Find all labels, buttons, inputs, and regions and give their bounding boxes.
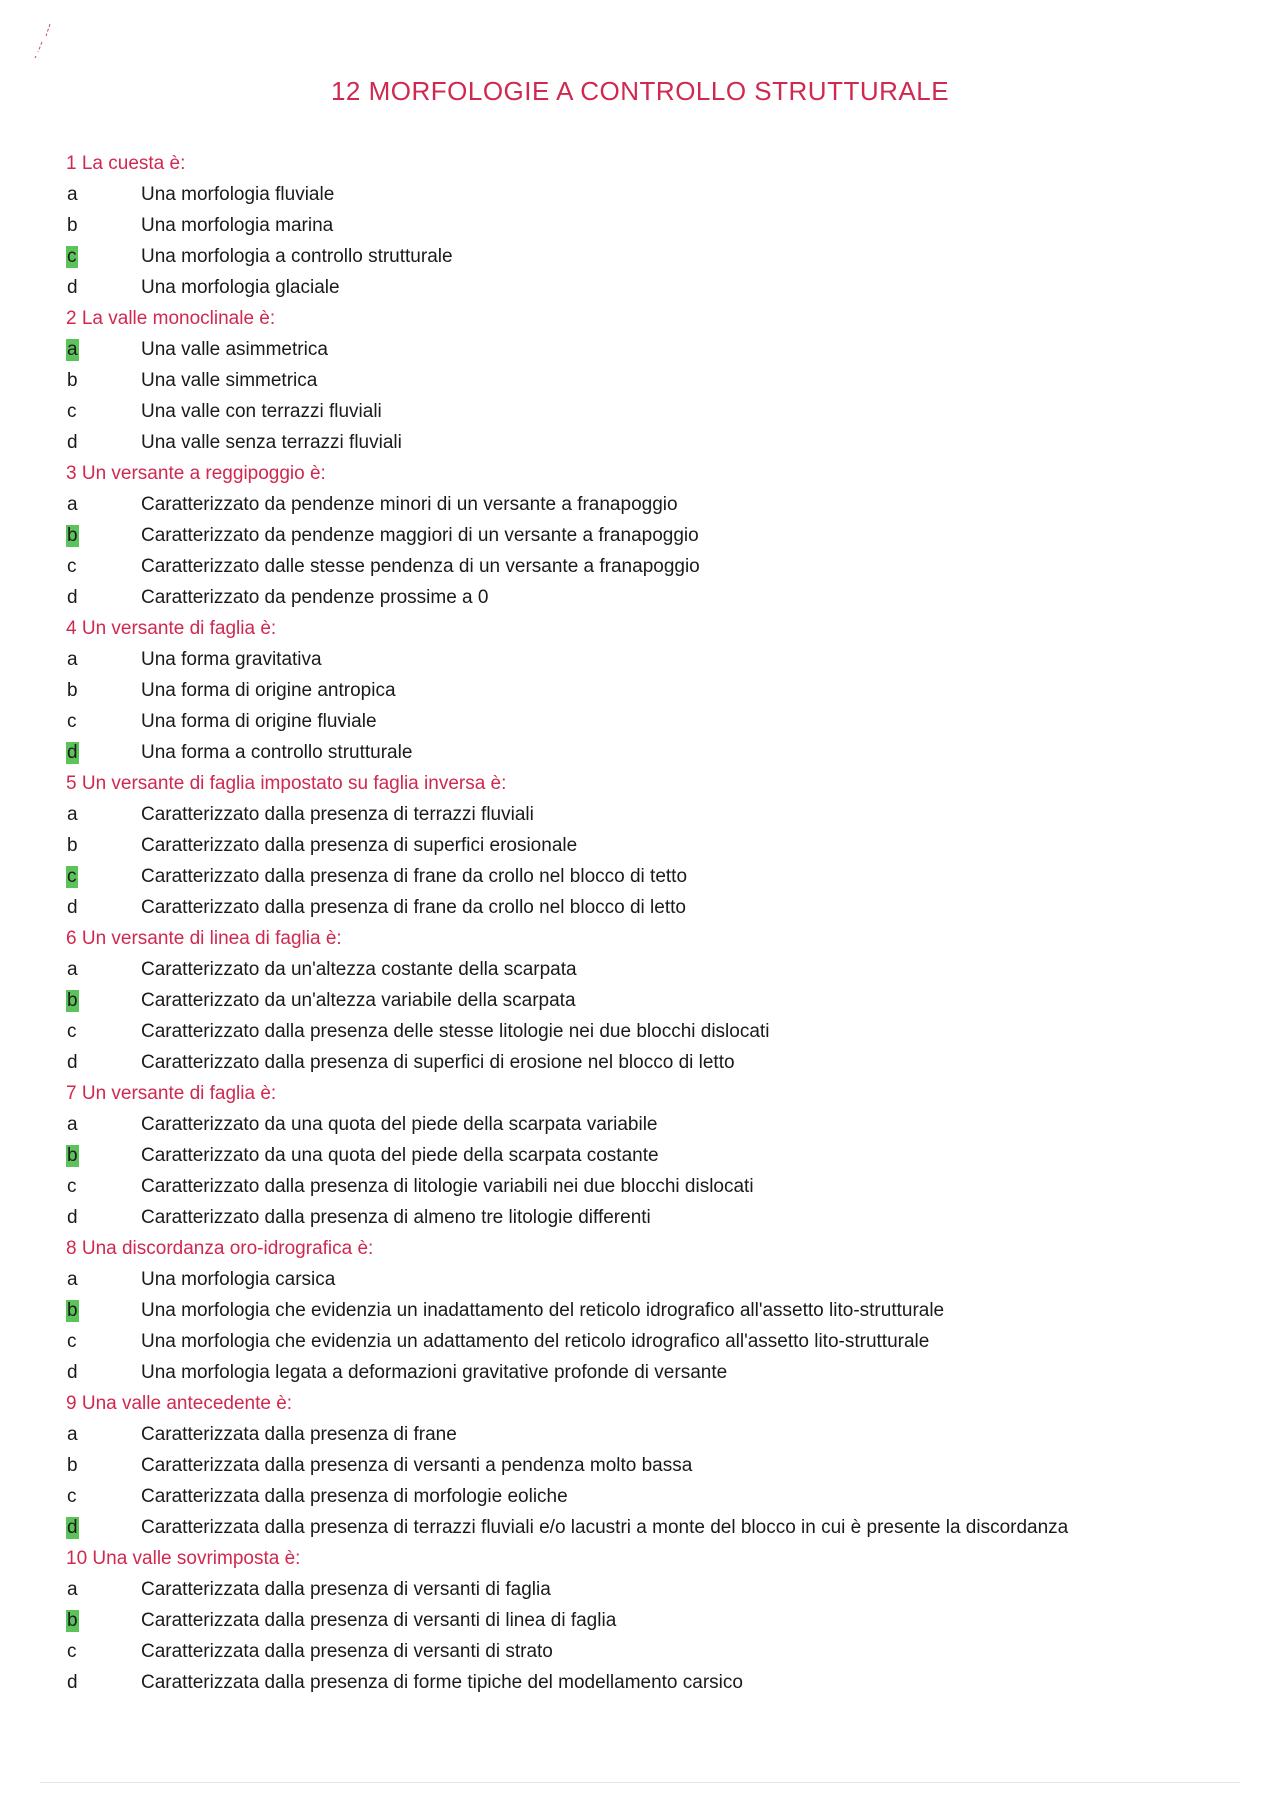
option-letter-label: a <box>67 1269 78 1290</box>
correct-answer-letter <box>66 520 141 551</box>
option-letter <box>66 1171 141 1202</box>
question-block <box>66 1543 1256 1698</box>
option-text: Caratterizzato da pendenze maggiori di un versante a franapoggio <box>141 525 699 546</box>
answer-option <box>66 1419 1256 1450</box>
option-letter-label: b <box>67 1300 78 1321</box>
option-letter <box>66 799 141 830</box>
answer-option <box>66 365 1256 396</box>
answer-option <box>66 334 1256 365</box>
question-block <box>66 458 1256 613</box>
answer-option <box>66 1357 1256 1388</box>
option-letter-label: d <box>67 742 78 763</box>
option-letter-label: d <box>67 1672 78 1693</box>
answer-option <box>66 241 1256 272</box>
answer-option <box>66 1264 1256 1295</box>
option-letter-label: d <box>67 1517 78 1538</box>
answer-option <box>66 179 1256 210</box>
answer-option <box>66 830 1256 861</box>
option-letter <box>66 954 141 985</box>
answer-option <box>66 396 1256 427</box>
option-text: Caratterizzato dalla presenza di frane da crollo nel blocco di letto <box>141 897 686 918</box>
option-letter-label: c <box>67 1176 77 1197</box>
option-text: Una morfologia che evidenzia un adattamento del reticolo idrografico all'assetto lito-strutturale <box>141 1331 930 1352</box>
option-text: Caratterizzata dalla presenza di versanti di linea di faglia <box>141 1610 617 1631</box>
answer-option <box>66 892 1256 923</box>
option-letter <box>66 427 141 458</box>
option-text: Caratterizzata dalla presenza di morfologie eoliche <box>141 1486 568 1507</box>
option-letter <box>66 675 141 706</box>
answer-option <box>66 799 1256 830</box>
answer-option <box>66 551 1256 582</box>
option-text: Una morfologia fluviale <box>141 184 335 205</box>
option-text: Caratterizzato dalla presenza di terrazzi fluviali <box>141 804 534 825</box>
question-block <box>66 303 1256 458</box>
option-letter <box>66 1419 141 1450</box>
question-block <box>66 923 1256 1078</box>
option-letter-label: d <box>67 587 78 608</box>
option-text: Una valle asimmetrica <box>141 339 328 360</box>
option-text: Una morfologia a controllo strutturale <box>141 246 453 267</box>
option-letter-label: a <box>67 1114 78 1135</box>
answer-option <box>66 1202 1256 1233</box>
option-letter-label: a <box>67 1579 78 1600</box>
option-letter-label: b <box>67 215 78 236</box>
option-letter <box>66 179 141 210</box>
option-letter-label: d <box>67 1362 78 1383</box>
answer-option <box>66 272 1256 303</box>
answer-option <box>66 644 1256 675</box>
answer-option <box>66 675 1256 706</box>
answer-option <box>66 1605 1256 1636</box>
option-letter <box>66 489 141 520</box>
option-letter <box>66 1667 141 1698</box>
option-letter <box>66 272 141 303</box>
answer-option <box>66 1481 1256 1512</box>
correct-answer-letter <box>66 861 141 892</box>
correct-answer-letter <box>66 334 141 365</box>
option-letter-label: c <box>67 1021 77 1042</box>
option-letter <box>66 644 141 675</box>
quiz-list <box>66 148 1256 1698</box>
answer-option <box>66 1450 1256 1481</box>
answer-option <box>66 985 1256 1016</box>
option-letter <box>66 582 141 613</box>
option-letter <box>66 1357 141 1388</box>
option-text: Caratterizzato dalla presenza di almeno tre litologie differenti <box>141 1207 651 1228</box>
option-letter-label: d <box>67 432 78 453</box>
option-letter-label: b <box>67 1610 78 1631</box>
option-text: Una forma gravitativa <box>141 649 322 670</box>
option-letter-label: d <box>67 897 78 918</box>
option-letter-label: a <box>67 339 78 360</box>
option-letter <box>66 1326 141 1357</box>
answer-option <box>66 582 1256 613</box>
option-text: Caratterizzato da un'altezza variabile della scarpata <box>141 990 576 1011</box>
option-letter <box>66 1202 141 1233</box>
option-letter-label: d <box>67 1052 78 1073</box>
answer-option <box>66 520 1256 551</box>
question-block <box>66 1388 1256 1543</box>
question-text: 6 Un versante di linea di faglia è: <box>66 928 342 949</box>
option-letter <box>66 1047 141 1078</box>
answer-option <box>66 427 1256 458</box>
answer-option <box>66 1636 1256 1667</box>
answer-option <box>66 737 1256 768</box>
option-text: Caratterizzato dalla presenza di frane da crollo nel blocco di tetto <box>141 866 688 887</box>
correct-answer-letter <box>66 1140 141 1171</box>
question-text: 10 Una valle sovrimposta è: <box>66 1548 301 1569</box>
answer-option <box>66 489 1256 520</box>
option-letter-label: a <box>67 1424 78 1445</box>
option-letter-label: b <box>67 990 78 1011</box>
option-text: Caratterizzato dalla presenza di superfici di erosione nel blocco di letto <box>141 1052 735 1073</box>
correct-answer-letter <box>66 737 141 768</box>
option-text: Caratterizzata dalla presenza di forme tipiche del modellamento carsico <box>141 1672 743 1693</box>
page-bottom-rule <box>40 1782 1240 1783</box>
answer-option <box>66 954 1256 985</box>
option-text: Una valle senza terrazzi fluviali <box>141 432 402 453</box>
option-letter-label: c <box>67 246 77 267</box>
option-letter-label: b <box>67 835 78 856</box>
option-text: Caratterizzata dalla presenza di frane <box>141 1424 457 1445</box>
question-block <box>66 768 1256 923</box>
option-letter-label: c <box>67 866 77 887</box>
option-letter-label: c <box>67 711 77 732</box>
question-text: 3 Un versante a reggipoggio è: <box>66 463 326 484</box>
answer-option <box>66 1326 1256 1357</box>
question-text: 9 Una valle antecedente è: <box>66 1393 293 1414</box>
option-text: Una morfologia carsica <box>141 1269 336 1290</box>
option-text: Una morfologia che evidenzia un inadattamento del reticolo idrografico all'assetto lito-strutturale <box>141 1300 945 1321</box>
option-text: Una forma di origine antropica <box>141 680 396 701</box>
option-text: Caratterizzata dalla presenza di versanti di strato <box>141 1641 553 1662</box>
option-letter <box>66 1574 141 1605</box>
option-letter <box>66 365 141 396</box>
pen-mark-icon <box>28 20 58 60</box>
option-letter <box>66 1450 141 1481</box>
question-text: 5 Un versante di faglia impostato su faglia inversa è: <box>66 773 507 794</box>
option-letter <box>66 551 141 582</box>
question-text: 2 La valle monoclinale è: <box>66 308 276 329</box>
option-text: Una valle simmetrica <box>141 370 318 391</box>
question-block <box>66 1078 1256 1233</box>
question-block <box>66 613 1256 768</box>
option-letter <box>66 1109 141 1140</box>
option-letter-label: c <box>67 1331 77 1352</box>
option-text: Caratterizzato da una quota del piede della scarpata costante <box>141 1145 659 1166</box>
option-letter-label: d <box>67 277 78 298</box>
page-title: 12 MORFOLOGIE A CONTROLLO STRUTTURALE <box>330 76 950 106</box>
option-letter-label: a <box>67 494 78 515</box>
option-text: Caratterizzata dalla presenza di terrazzi fluviali e/o lacustri a monte del blocco in cui è presente la discordanza <box>141 1517 1069 1538</box>
option-text: Caratterizzato da una quota del piede della scarpata variabile <box>141 1114 658 1135</box>
option-text: Una morfologia legata a deformazioni gravitative profonde di versante <box>141 1362 728 1383</box>
option-text: Una forma di origine fluviale <box>141 711 377 732</box>
correct-answer-letter <box>66 1512 141 1543</box>
option-letter <box>66 892 141 923</box>
option-text: Caratterizzato dalla presenza delle stesse litologie nei due blocchi dislocati <box>141 1021 770 1042</box>
option-text: Caratterizzato dalla presenza di superfici erosionale <box>141 835 578 856</box>
option-text: Caratterizzata dalla presenza di versanti a pendenza molto bassa <box>141 1455 693 1476</box>
option-text: Caratterizzato da un'altezza costante della scarpata <box>141 959 577 980</box>
option-letter-label: b <box>67 1145 78 1166</box>
option-letter-label: b <box>67 1455 78 1476</box>
option-text: Una valle con terrazzi fluviali <box>141 401 382 422</box>
question-block <box>66 1233 1256 1388</box>
option-letter-label: c <box>67 1486 77 1507</box>
option-letter <box>66 706 141 737</box>
answer-option <box>66 1047 1256 1078</box>
answer-option <box>66 861 1256 892</box>
correct-answer-letter <box>66 1605 141 1636</box>
question-text: 1 La cuesta è: <box>66 153 186 174</box>
option-letter <box>66 1636 141 1667</box>
answer-option <box>66 1171 1256 1202</box>
option-letter-label: b <box>67 525 78 546</box>
answer-option <box>66 706 1256 737</box>
option-letter <box>66 210 141 241</box>
question-text: 4 Un versante di faglia è: <box>66 618 277 639</box>
answer-option <box>66 1295 1256 1326</box>
option-letter <box>66 396 141 427</box>
option-letter-label: c <box>67 401 77 422</box>
answer-option <box>66 1512 1256 1543</box>
correct-answer-letter <box>66 1295 141 1326</box>
option-letter-label: b <box>67 680 78 701</box>
option-text: Caratterizzato dalla presenza di litologie variabili nei due blocchi dislocati <box>141 1176 754 1197</box>
answer-option <box>66 1016 1256 1047</box>
option-letter-label: a <box>67 649 78 670</box>
answer-option <box>66 1574 1256 1605</box>
correct-answer-letter <box>66 985 141 1016</box>
answer-option <box>66 1140 1256 1171</box>
option-letter <box>66 1016 141 1047</box>
option-letter-label: c <box>67 1641 77 1662</box>
option-letter <box>66 1264 141 1295</box>
option-text: Una morfologia glaciale <box>141 277 340 298</box>
option-letter-label: d <box>67 1207 78 1228</box>
answer-option <box>66 1667 1256 1698</box>
answer-option <box>66 1109 1256 1140</box>
option-text: Una morfologia marina <box>141 215 334 236</box>
option-letter-label: a <box>67 804 78 825</box>
question-block <box>66 148 1256 303</box>
question-text: 7 Un versante di faglia è: <box>66 1083 277 1104</box>
option-letter-label: a <box>67 184 78 205</box>
answer-option <box>66 210 1256 241</box>
option-text: Caratterizzata dalla presenza di versanti di faglia <box>141 1579 551 1600</box>
option-letter <box>66 830 141 861</box>
option-text: Caratterizzato dalle stesse pendenza di un versante a franapoggio <box>141 556 700 577</box>
option-text: Caratterizzato da pendenze prossime a 0 <box>141 587 489 608</box>
option-letter-label: c <box>67 556 77 577</box>
option-text: Caratterizzato da pendenze minori di un versante a franapoggio <box>141 494 678 515</box>
option-letter <box>66 1481 141 1512</box>
correct-answer-letter <box>66 241 141 272</box>
question-text: 8 Una discordanza oro-idrografica è: <box>66 1238 374 1259</box>
option-text: Una forma a controllo strutturale <box>141 742 413 763</box>
option-letter-label: b <box>67 370 78 391</box>
option-letter-label: a <box>67 959 78 980</box>
